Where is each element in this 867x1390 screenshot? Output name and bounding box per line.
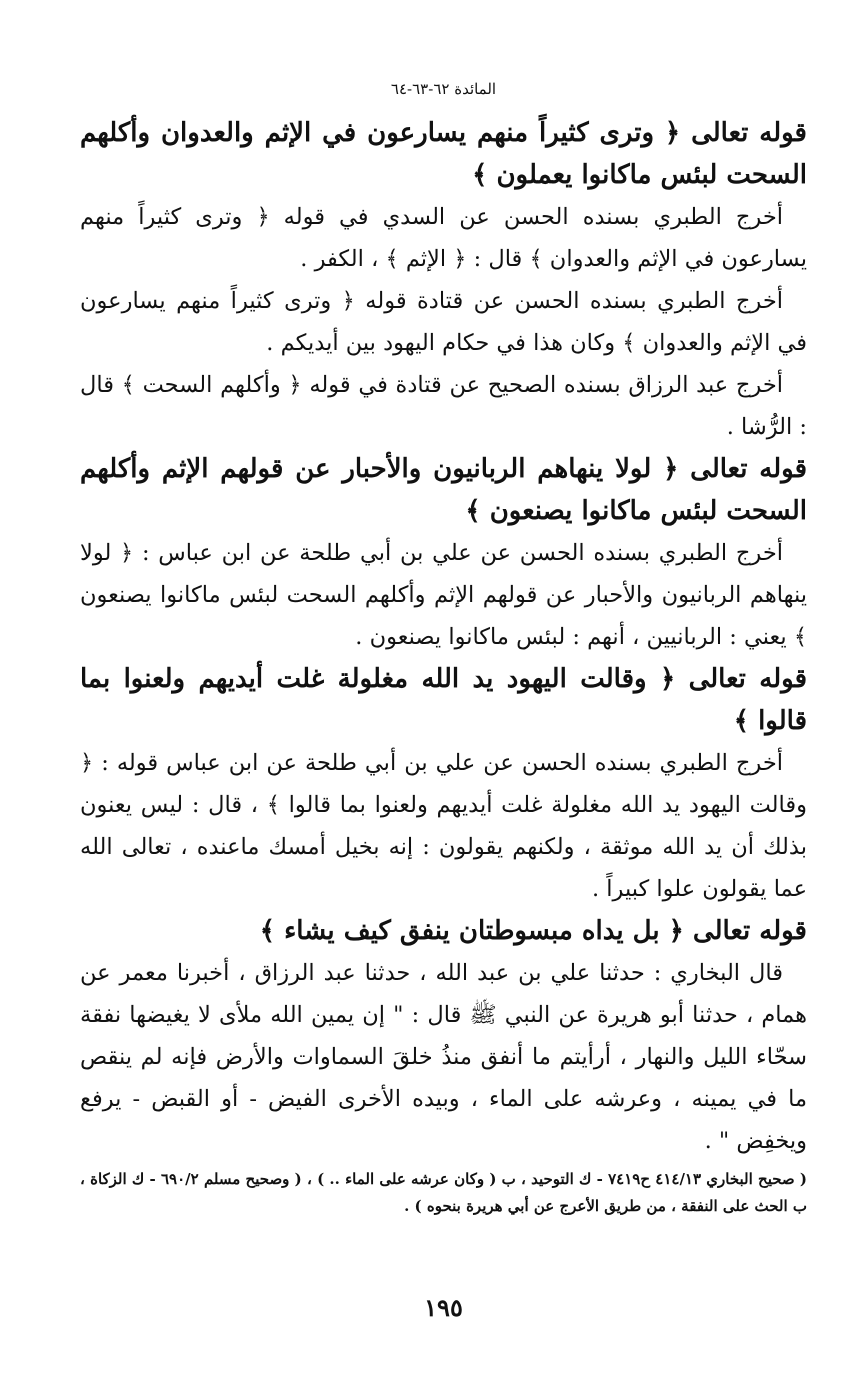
narration-paragraph: أخرج الطبري بسنده الحسن عن السدي في قوله ﴿ وترى كثيراً منهم يسارعون في الإثم والعدوان ﴾ قال : ﴿ الإثم ﴾ ، الكفر . bbox=[80, 204, 807, 272]
tafsir-section-3 bbox=[80, 658, 807, 910]
verse-heading: قوله تعالى ﴿ وترى كثيراً منهم يسارعون في الإثم والعدوان وأكلهم السحت لبئس ماكانوا يعملون ﴾ bbox=[80, 118, 807, 190]
book-page bbox=[80, 80, 807, 1340]
narration-paragraph: أخرج عبد الرزاق بسنده الصحيح عن قتادة في قوله ﴿ وأكلهم السحت ﴾ قال : الرُّشا . bbox=[80, 372, 807, 440]
footnote-reference: ( صحيح البخاري ٤١٤/١٣ ح٧٤١٩ - ك التوحيد ، ب ( وكان عرشه على الماء .. ) ، ( وصحيح مسلم ٦٩٠/٢ - ك الزكاة ، ب الحث على النفقة ، من طريق الأعرج عن أبي هريرة بنحوه ) . bbox=[80, 1170, 807, 1215]
narration-paragraph: أخرج الطبري بسنده الحسن عن علي بن أبي طلحة عن ابن عباس : ﴿ لولا ينهاهم الربانيون والأحبار عن قولهم الإثم وأكلهم السحت لبئس ماكانوا يصنعون ﴾ يعني : الربانيين ، أنهم : لبئس ماكانوا يصنعون . bbox=[80, 540, 807, 650]
verse-heading: قوله تعالى ﴿ بل يداه مبسوطتان ينفق كيف يشاء ﴾ bbox=[259, 916, 807, 946]
verse-heading: قوله تعالى ﴿ وقالت اليهود يد الله مغلولة غلت أيديهم ولعنوا بما قالوا ﴾ bbox=[80, 664, 807, 736]
verse-heading: قوله تعالى ﴿ لولا ينهاهم الربانيون والأحبار عن قولهم الإثم وأكلهم السحت لبئس ماكانوا يصنعون ﴾ bbox=[80, 454, 807, 526]
tafsir-section-1 bbox=[80, 112, 807, 448]
running-header: المائدة ٦٢-٦٣-٦٤ bbox=[390, 80, 497, 98]
page-number: ١٩٥ bbox=[424, 1293, 463, 1322]
narration-paragraph: أخرج الطبري بسنده الحسن عن علي بن أبي طلحة عن ابن عباس قوله : ﴿ وقالت اليهود يد الله مغلولة غلت أيديهم ولعنوا بما قالوا ﴾ ، قال : ليس يعنون بذلك أن يد الله موثقة ، ولكنهم يقولون : إنه بخيل أمسك ماعنده ، تعالى الله عما يقولون علوا كبيراً . bbox=[80, 750, 807, 902]
tafsir-section-4 bbox=[80, 910, 807, 1162]
hadith-paragraph: قال البخاري : حدثنا علي بن عبد الله ، حدثنا عبد الرزاق ، أخبرنا معمر عن همام ، حدثنا أبو هريرة عن النبي ﷺ قال : " إن يمين الله ملأى لا يغيضها نفقة سحّاء الليل والنهار ، أرأيتم ما أنفق منذُ خلقَ السماوات والأرض فإنه لم ينقص ما في يمينه ، وعرشه على الماء ، وبيده الأخرى الفيض - أو القبض - يرفع ويخفِض " . bbox=[80, 960, 807, 1154]
narration-paragraph: أخرج الطبري بسنده الحسن عن قتادة قوله ﴿ وترى كثيراً منهم يسارعون في الإثم والعدوان ﴾ وكان هذا في حكام اليهود بين أيديكم . bbox=[80, 288, 807, 356]
tafsir-section-2 bbox=[80, 448, 807, 658]
